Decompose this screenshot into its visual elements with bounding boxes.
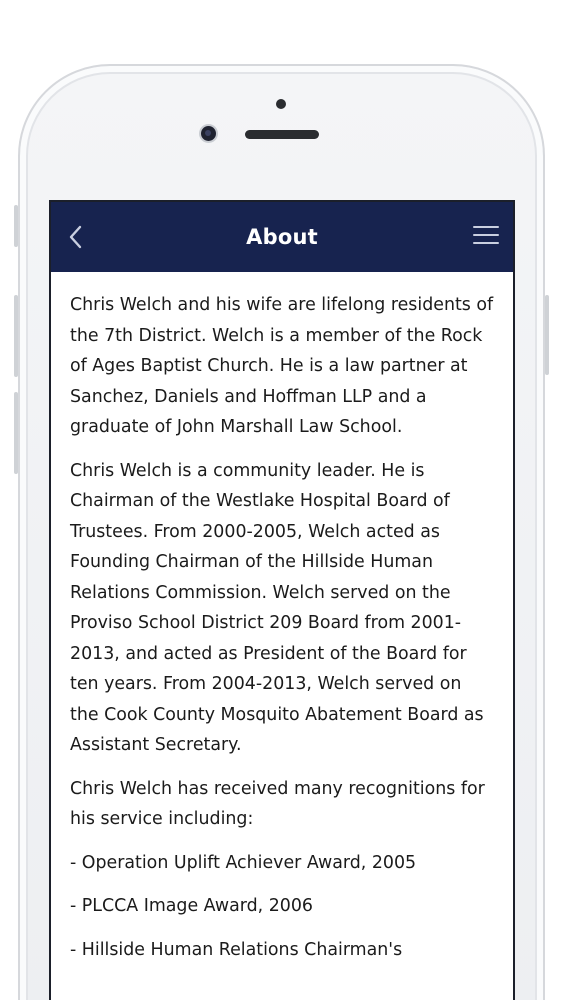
about-paragraph: Chris Welch is a community leader. He is Chairman of the Westlake Hospital Board of Trustees. From 2000-2005, Welch acted as Founding Chairman of the Hillside Human Relations Commission. Welch served on the Proviso School District 209 Board from 2001-2013, and acted as President of the Board for ten years. From 2004-2013, Welch served on the Cook County Mosquito Abatement Board as Assistant Secretary. bbox=[70, 460, 484, 755]
recognition-item: - Operation Uplift Achiever Award, 2005 bbox=[70, 852, 417, 873]
menu-button[interactable] bbox=[473, 226, 499, 248]
power-button bbox=[545, 295, 549, 375]
front-camera bbox=[201, 126, 216, 141]
about-paragraph: Chris Welch and his wife are lifelong residents of the 7th District. Welch is a member of the Rock of Ages Baptist Church. He is a law partner at Sanchez, Daniels and Hoffman LLP and a graduate of John Marshall Law School. bbox=[70, 295, 494, 437]
recognition-item: - Hillside Human Relations Chairman's bbox=[70, 939, 403, 960]
proximity-sensor bbox=[276, 99, 286, 109]
page-title: About bbox=[246, 225, 318, 249]
back-button[interactable] bbox=[65, 224, 89, 250]
hamburger-menu-icon bbox=[473, 226, 499, 244]
top-navbar bbox=[51, 202, 513, 272]
about-paragraph: Chris Welch has received many recognitions for his service including: bbox=[70, 778, 485, 829]
recognition-item: - PLCCA Image Award, 2006 bbox=[70, 896, 313, 916]
app-screen bbox=[49, 200, 515, 1000]
about-content bbox=[51, 272, 513, 965]
chevron-left-icon bbox=[65, 224, 89, 250]
earpiece-speaker bbox=[245, 130, 319, 139]
